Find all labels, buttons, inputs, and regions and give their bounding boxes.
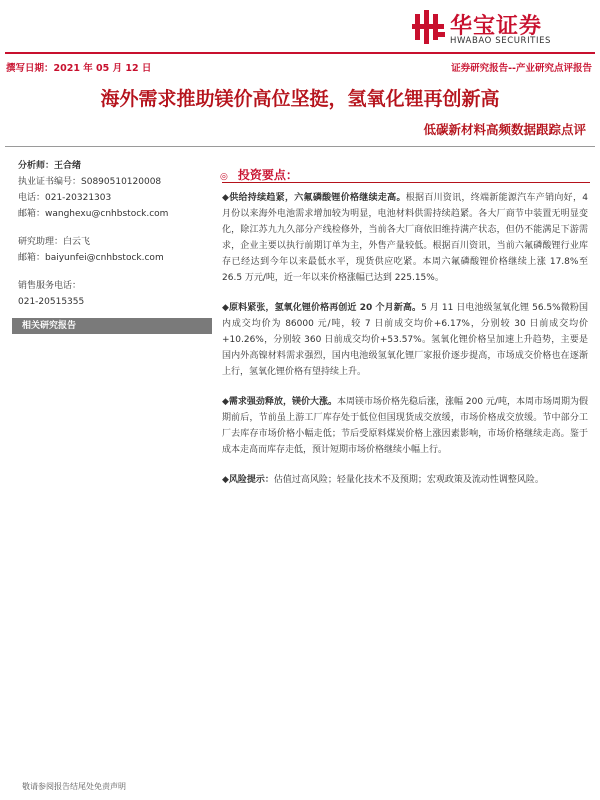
invest-divider bbox=[222, 182, 590, 183]
invest-heading-text: 投资要点： bbox=[237, 168, 298, 182]
related-reports-header: 相关研究报告 bbox=[12, 318, 212, 334]
analyst-name: 分析师：王合绪 bbox=[18, 161, 82, 171]
analyst-email[interactable]: 邮箱：wanghexu@cnhbstock.com bbox=[18, 209, 169, 219]
sales-phone: 021-20515355 bbox=[18, 297, 85, 307]
disclaimer-footer: 敬请参阅报告结尾处免责声明 bbox=[22, 782, 126, 791]
paragraph-text: 根据百川资讯，终端新能源汽车产销向好，4 月份以来海外电池需求增加较为明显，电池材料供需持续趋紧。各大厂商节中装置无明显变化，除江苏九九久部分产线检修外，当前各大厂商依旧维持满产状态，但仍不能满足下游需求，企业主要以执行前期订单为主，外售产量较低。根据百川资讯，当前六氟磷酸锂行业库存已经达到今年以来最低水平，现货供应吃紧。本周六氟磷酸锂价格继续上涨 17.8%至 26.5 万元/吨，近一年以来价格涨幅已达到 225.15%。 bbox=[222, 193, 588, 283]
paragraph-lithium bbox=[222, 300, 588, 380]
paragraph-lead: ◆风险提示： bbox=[222, 475, 274, 485]
logo-mark-icon bbox=[412, 8, 446, 46]
header-divider bbox=[5, 52, 595, 54]
assistant-email[interactable]: 邮箱：baiyunfei@cnhbstock.com bbox=[18, 253, 164, 263]
report-category: 证券研究报告--产业研究点评报告 bbox=[451, 63, 592, 74]
paragraph-risk bbox=[222, 472, 588, 488]
target-icon: ◎ bbox=[220, 172, 228, 182]
invest-heading bbox=[220, 166, 298, 183]
paragraph-lead: ◆原料紧张，氢氧化锂价格再创近 20 个月新高。 bbox=[222, 303, 422, 313]
report-subtitle: 低碳新材料高频数据跟踪点评 bbox=[423, 122, 586, 137]
title-divider bbox=[5, 146, 595, 147]
paragraph-text: 估值过高风险；轻量化技术不及预期；宏观政策及流动性调整风险。 bbox=[273, 475, 544, 485]
assistant-name: 研究助理：白云飞 bbox=[18, 237, 91, 247]
company-logo bbox=[412, 8, 582, 48]
paragraph-lead: ◆供给持续趋紧，六氟磷酸锂价格继续走高。 bbox=[222, 193, 406, 203]
paragraph-supply bbox=[222, 190, 588, 286]
analyst-phone: 电话：021-20321303 bbox=[18, 193, 112, 203]
sales-label: 销售服务电话： bbox=[18, 281, 82, 291]
report-title: 海外需求推助镁价高位坚挺，氢氧化锂再创新高 bbox=[100, 88, 500, 110]
analyst-panel bbox=[18, 158, 203, 334]
paragraph-text: 本周镁市场价格先稳后涨，涨幅 200 元/吨，本周市场周期为假期前后，节前虽上游工厂库存处于低位但国现货成交放缓，市场价格成交放缓。节中部分工厂去库存市场价格小幅走低；节后受原料煤炭价格上涨因素影响，市场价格继续走高。鉴于成本走高而库存走低，预计短期市场价格继续小幅上行。 bbox=[222, 397, 588, 455]
paragraph-lead: ◆需求强劲释放，镁价大涨。 bbox=[222, 397, 337, 407]
invest-body bbox=[222, 190, 588, 502]
logo-name-en: HWABAO SECURITIES bbox=[450, 36, 552, 46]
report-date: 撰写日期：2021 年 05 月 12 日 bbox=[6, 63, 152, 74]
analyst-license: 执业证书编号：S0890510120008 bbox=[18, 177, 162, 187]
paragraph-magnesium bbox=[222, 394, 588, 458]
paragraph-text: 5 月 11 日电池级氢氧化锂 56.5%微粉国内成交均价为 86000 元/吨，较 7 日前成交均价+6.17%，分别较 30 日前成交均价+10.26%，分别较 360 日前成交均价+53.57%。氢氧化锂价格呈加速上升趋势，主要是国内外高镍材料需求强烈，国内电池级氢氧化锂厂家报价逐步提高，市场成交价格也在逐渐上行，氢氧化锂价格有望持续上升。 bbox=[222, 303, 589, 377]
logo-name-cn: 华宝证券 bbox=[450, 14, 543, 39]
